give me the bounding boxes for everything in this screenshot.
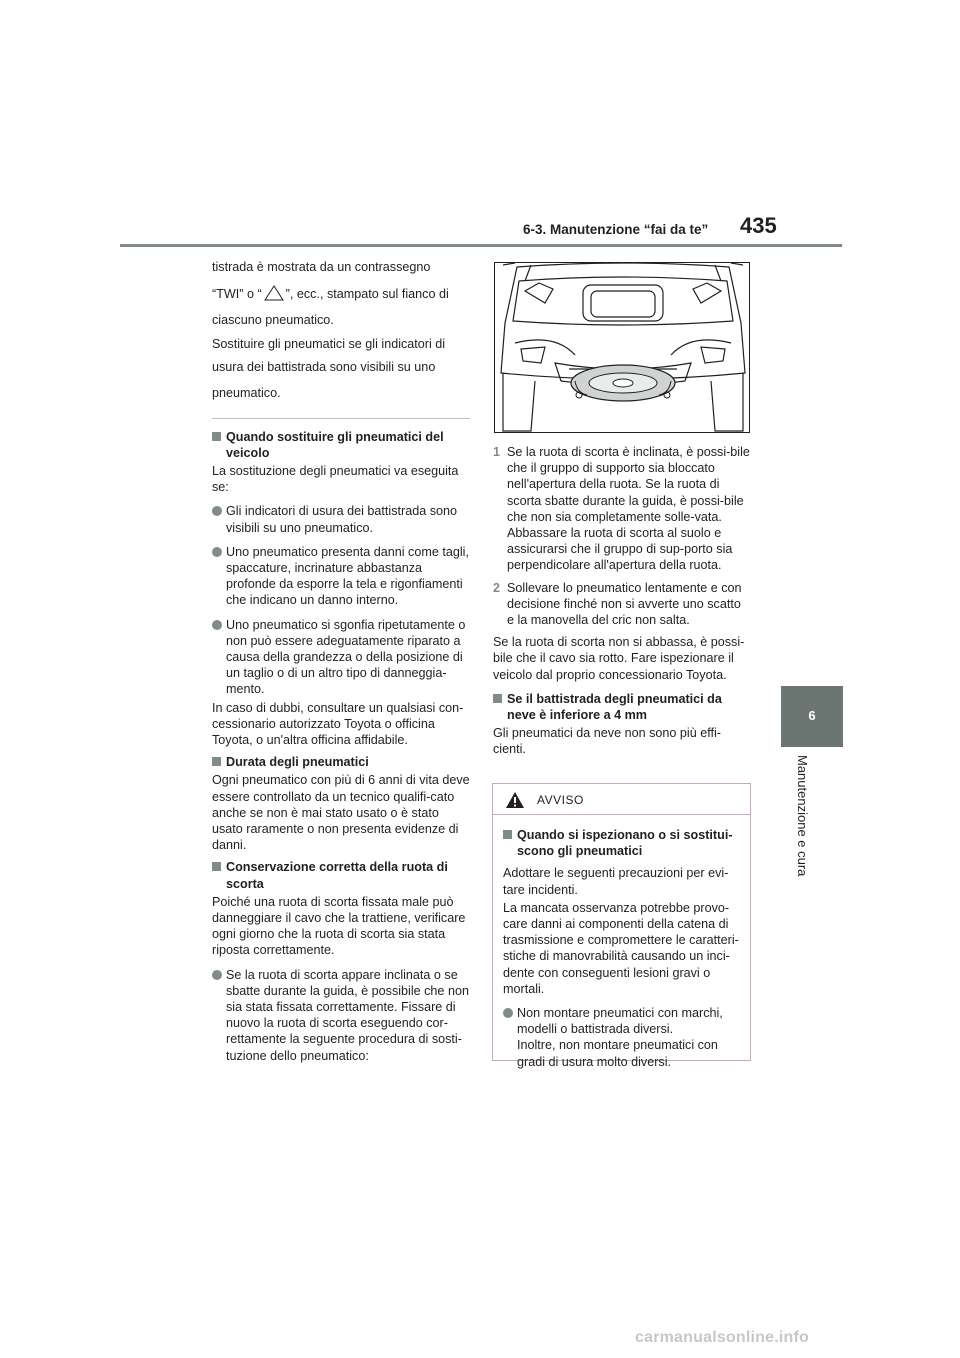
paragraph: Adottare le seguenti precauzioni per evi-tare incidenti.	[503, 866, 729, 897]
step-number: 1	[493, 445, 501, 459]
warning-title: AVVISO	[537, 793, 584, 807]
circle-bullet-icon	[212, 620, 222, 630]
circle-bullet-icon	[212, 970, 222, 980]
square-bullet-icon	[212, 862, 221, 871]
paragraph: La mancata osservanza potrebbe provo-care danni ai componenti della catena di trasmissione e compromettere le caratteri-stiche di manovrabilità causando un inci-dente con conseguenti lesioni gravi o mortali.	[503, 900, 739, 996]
chapter-tab[interactable]: 6	[781, 686, 843, 747]
paragraph: Se la ruota di scorta non si abbassa, è possi-bile che il cavo sia rotto. Fare ispezionare il veicolo dal proprio concessionario Toyota.	[493, 635, 745, 682]
list-item: Uno pneumatico presenta danni come tagli, spaccature, incrinature abbastanza profonde da esporre la tela e rigonfiamenti che indicano un danno interno.	[212, 544, 470, 609]
procedure-step: 1 Se la ruota di scorta è inclinata, è possi-bile che il gruppo di supporto sia bloccato nell'apertura della ruota. Se la ruota di scorta sbatte durante la guida, è possi-bile che non sia completamente solle-vata. Abbassare la ruota di scorta al suolo e assicurarsi che il gruppo di sup-porto sia perpendicolare all'apertura della ruota.	[493, 445, 750, 573]
header-divider	[120, 244, 842, 247]
circle-bullet-icon	[212, 547, 222, 557]
step-number: 2	[493, 580, 501, 595]
square-bullet-icon	[503, 830, 512, 839]
list-item: Gli indicatori di usura dei battistrada sono visibili su uno pneumatico.	[212, 503, 470, 535]
warning-body	[493, 815, 750, 1070]
warning-heading: Quando si ispezionano o si sostitui-scono gli pneumatici	[503, 827, 740, 859]
vehicle-rear-illustration	[495, 263, 750, 433]
page-number: 435	[740, 213, 777, 238]
paragraph: La sostituzione degli pneumatici va eseguita se:	[212, 463, 459, 495]
right-column	[493, 440, 751, 758]
intro-line: Sostituire gli pneumatici se gli indicatori di	[212, 336, 446, 351]
procedure-step: 2 Sollevare lo pneumatico lentamente e con decisione finché non si avverte uno scatto e la manovella del cric non salta.	[493, 580, 742, 628]
watermark: carmanualsonline.info	[635, 1329, 810, 1346]
intro-line: ciascuno pneumatico.	[212, 313, 334, 327]
square-bullet-icon	[212, 757, 221, 766]
intro-line: pneumatico.	[212, 385, 281, 400]
warning-triangle-icon	[505, 791, 525, 809]
section-title: 6-3. Manutenzione “fai da te”	[523, 222, 709, 237]
warning-box	[492, 783, 751, 1069]
list-item: Uno pneumatico si sgonfia ripetutamente o non può essere adeguatamente riparato a causa della grandezza o della posizione di un taglio o di un altro tipo di danneggia-mento.	[212, 617, 470, 698]
list-item: Se la ruota di scorta appare inclinata o se sbatte durante la guida, è possibile che non sia stata fissata correttamente. Fissare di nuovo la ruota di scorta eseguendo cor-rettamente la seguente procedura di sosti-tuzione dello pneumatico:	[212, 967, 470, 1064]
spare-tire-illustration	[494, 262, 750, 433]
tread-wear-triangle-icon	[264, 285, 284, 301]
section-heading: Durata degli pneumatici	[212, 754, 470, 770]
section-heading: Se il battistrada degli pneumatici da neve è inferiore a 4 mm	[493, 691, 751, 723]
left-column	[212, 254, 470, 1064]
square-bullet-icon	[493, 694, 502, 703]
intro-text: ”, ecc., stampato sul fianco di	[285, 286, 449, 301]
section-heading: Quando sostituire gli pneumatici del veicolo	[212, 429, 470, 461]
warning-header	[493, 784, 750, 815]
section-divider	[212, 418, 470, 419]
intro-line: usura dei battistrada sono visibili su uno	[212, 359, 436, 374]
section-heading: Conservazione corretta della ruota di scorta	[212, 859, 470, 891]
intro-line: tistrada è mostrata da un contrassegno	[212, 260, 431, 274]
paragraph: Ogni pneumatico con più di 6 anni di vita deve essere controllato da un tecnico qualifi-cato anche se non è mai stato usato o è stato usato raramente o non presenta evidenze di danni.	[212, 773, 470, 853]
intro-text: “TWI” o “	[212, 286, 262, 301]
circle-bullet-icon	[503, 1008, 513, 1018]
chapter-label	[795, 755, 815, 895]
paragraph: In caso di dubbi, consultare un qualsiasi con-cessionario autorizzato Toyota o officina Toyota, o un'altra officina affidabile.	[212, 700, 464, 747]
square-bullet-icon	[212, 432, 221, 441]
chapter-label-text: Manutenzione e cura	[795, 755, 810, 877]
intro-paragraph	[212, 254, 470, 406]
paragraph: Poiché una ruota di scorta fissata male può danneggiare il cavo che la trattiene, verificare ogni giorno che la ruota di scorta sia stata riposta correttamente.	[212, 894, 466, 958]
paragraph: Gli pneumatici da neve non sono più effi-cienti.	[493, 726, 721, 757]
list-item: Non montare pneumatici con marchi, modelli o battistrada diversi. Inoltre, non montare pneumatici con gradi di usura molto diversi.	[503, 1005, 740, 1070]
intro-line	[212, 281, 470, 308]
circle-bullet-icon	[212, 506, 222, 516]
